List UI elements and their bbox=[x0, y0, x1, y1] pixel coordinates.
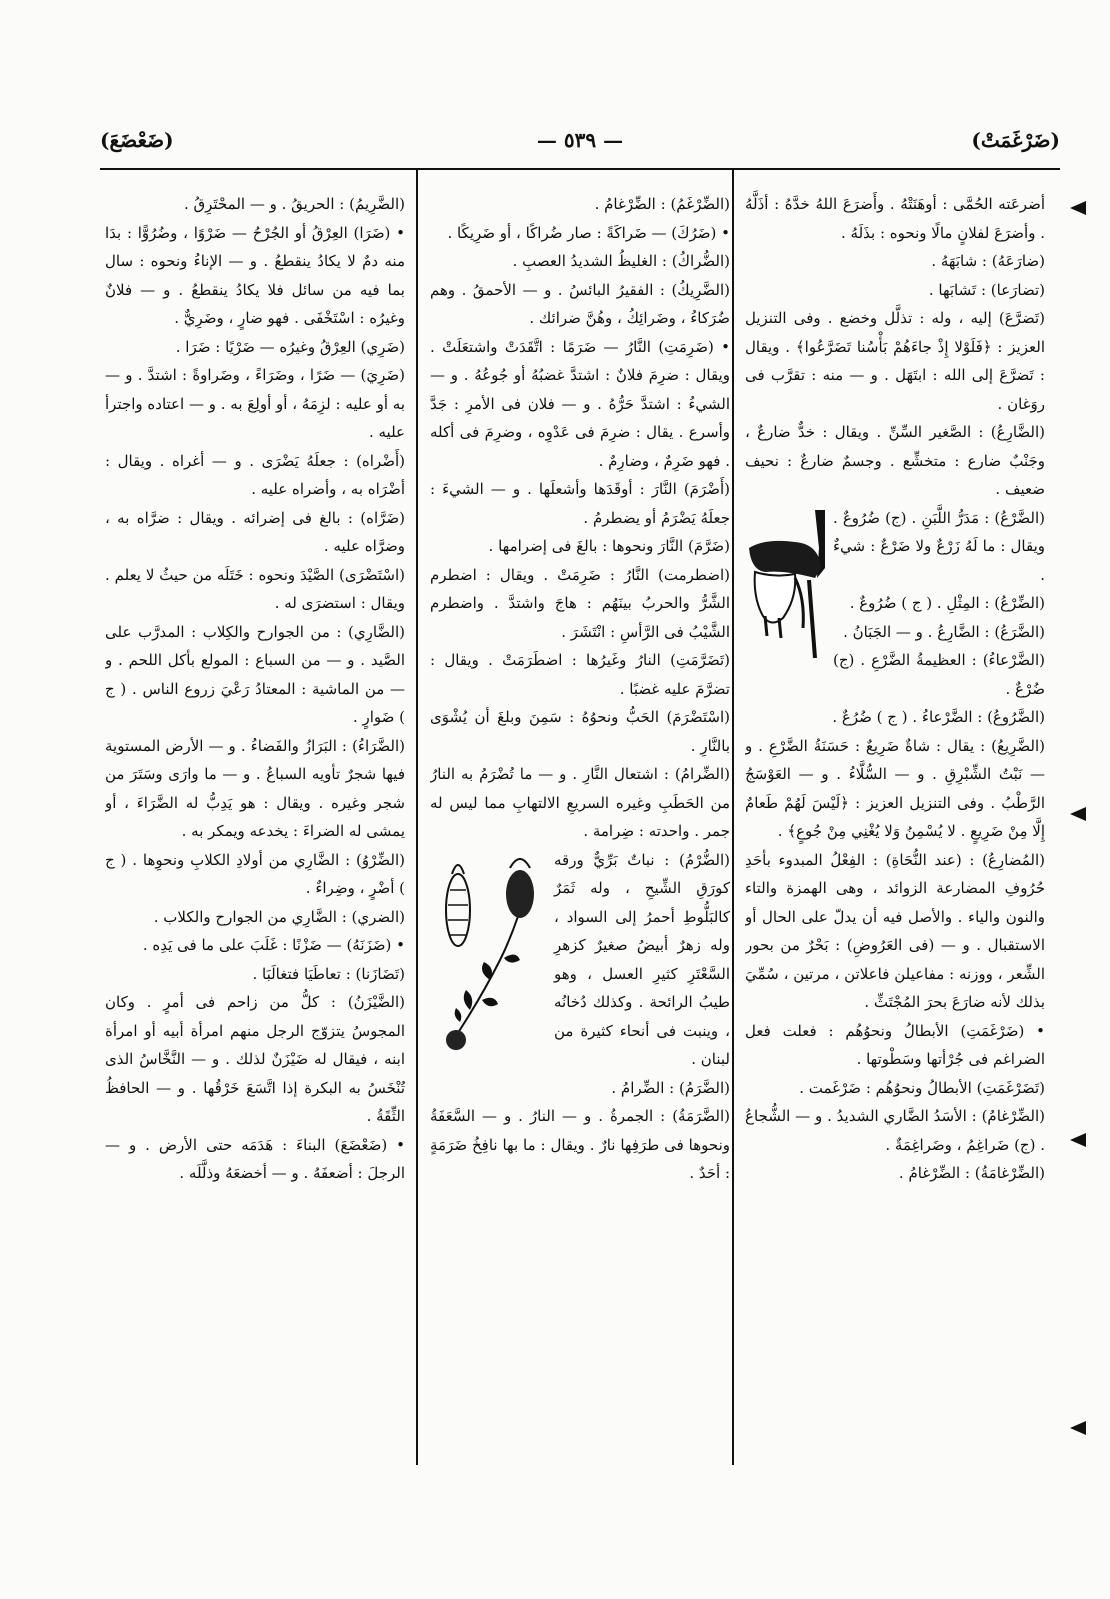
entry: (تَضَرْغَمَتِ) الأبطالُ ونحوُهُم : ضَرْغَمت . bbox=[799, 1078, 1045, 1097]
entry: (ضَرَّمَ) النَّارَ ونحوها : بالغَ فى إضرامها . bbox=[488, 537, 730, 555]
entry: (الضَّرَاءُ) : البَرَازُ والفَضاءُ . و — الأرض المستوية فيها شجرٌ تأويه السباعُ . و — ما وارَى وسَتَرَ من شجر وغيره . ويقال : هو يَدِبُّ له الضَّرَاءَ ، أو يمشى له الضراءَ : يخدعه ويمكر به . bbox=[105, 736, 405, 840]
entry: (ضَرِيَ) — ضَرًا ، وضَرَاءً ، وضَراوةً : اشتدَّ . و — به أو عليه : لزِمَهُ ، أو أولِعَ به . و — اعتاده واجترأ عليه . bbox=[105, 366, 405, 441]
entry: (الضَّرُوعُ) : الضَّرْعاءُ . ( ج ) ضُرُعٌ . bbox=[832, 708, 1045, 726]
dictionary-column-right bbox=[745, 190, 1045, 1460]
entry: (الضِّرْغامُ) : الأسَدُ الضَّاري الشديدُ . و — الشُّجاعُ . (ج) ضَراغِمُ ، وضَراغِمَةٌ . bbox=[745, 1107, 1045, 1154]
entry: (الضَّرْعُ) : مَدَرُّ اللَّبَنِ . (ج) ضُرُوعٌ . ويقال : ما لَهُ زَرْعٌ ولا ضَرْعٌ : شيءٌ . bbox=[833, 508, 1045, 584]
entry: (الضِّرْغامَةُ) : الضِّرْغامُ . bbox=[898, 1164, 1045, 1182]
entry: (الضِّرامُ) : اشتعال النَّارِ . و — ما تُضْرَمُ به النارُ من الحَطَبِ وغيره السريعِ الالتهابِ مما ليس له جمر . واحدته : ضِرامة . bbox=[430, 765, 730, 840]
entry: (اضطرمت) النَّارُ : ضَرِمَتْ . ويقال : اضطرم الشَّرُّ والحربُ بينَهُم : هاجَ واشتدَّ . واضطرم الشَّيْبُ فى الرَّأسِ : انْتَشَرَ . bbox=[430, 565, 730, 641]
page-number: — ٥٣٩ — bbox=[536, 128, 624, 152]
entry: (الضَّارِي) : من الجوارح والكِلاب : المدرَّب على الصَّيد . و — من السباع : المولع بأكل اللحم . و — من الماشية : المعتادُ رَعْيَ زروع الناس . ( ج ) ضَوارٍ . bbox=[105, 622, 405, 726]
header-rule bbox=[100, 168, 1060, 170]
entry: • (ضَرِمَتِ) النَّارُ — ضَرَمًا : اتَّقَدَتْ واشتعَلَتْ . ويقال : ضرِمَ فلانٌ : اشتدَّ غضبُهُ أو جُوعُهُ . و — الشيءُ : اشتدَّ حَرُّهُ . و — فلان فى الأمرِ : جَدَّ وأسرع . يقال : ضرِمَ فى عَدْوِه ، وضرِمَ فى أكله . فهو ضَرِمٌ ، وضارِمٌ . bbox=[430, 337, 730, 470]
entry: • (ضَعْضَعَ) البناءَ : هَدَمَه حتى الأرض . و — الرجلَ : أضعفَهُ . و — أخضعَهُ وذلَّلَه . bbox=[105, 1135, 405, 1182]
entry: (الضِّرْغَمُ) : الضِّرْغامُ . bbox=[594, 195, 730, 213]
entry: (الضَّرِيعُ) : يقال : شاةٌ ضَرِيعٌ : حَسَنَةُ الضَّرْعِ . و — نَبْتُ الشِّبْرِقِ . و — السُّلَّاءُ . و — العَوْسَجُ الرَّطْبُ . وفى التنزيل العزيز : ﴿لَيْسَ لَهُمْ طَعامٌ إِلَّا مِنْ ضَرِيعٍ . لا يُسْمِنُ وَلا يُغْنِي مِنْ جُوعٍ﴾ . bbox=[745, 736, 1045, 840]
entry: (اسْتَضْرَى) الصَّيْدَ ونحوه : خَتَلَه من حيثُ لا يعلم . ويقال : استضرَى له . bbox=[105, 565, 405, 612]
margin-mark-icon bbox=[1070, 1420, 1086, 1434]
entry: (تَضَرَّمَتِ) النارُ وغَيرُها : اضطَرَمَتْ . ويقال : تضرَّمَ عليه غضبًا . bbox=[430, 651, 730, 698]
entry: (الضِّرْعُ) : المِثْلِ . ( ج ) ضُرُوعٌ . bbox=[849, 594, 1045, 612]
entry: (الضَّرْعاءُ) : العظيمةُ الضَّرْعِ . (ج) ضُرْعٌ . bbox=[833, 651, 1045, 698]
entry: (الضَّرَعُ) : الضَّارِعُ . و — الجَبَانُ . bbox=[843, 622, 1045, 641]
entry: (الضِّرْوُ) : الضَّارِي من أولادِ الكلابِ ونحوِها . ( ج ) أضْرٍ ، وضِراءٌ . bbox=[105, 850, 405, 897]
entry: (الضَّرَمُ) : الضِّرامُ . bbox=[611, 1078, 730, 1097]
entry: (تَضرَّعَ) إليه ، وله : تذلَّل وخضع . وفى التنزيل العزيز : ﴿فَلَوْلا إِذْ جاءَهُمْ بَأْسُنا تَضَرَّعُوا﴾ . ويقال : تَضرَّعَ إلى الله : ابتَهَل . و — منه : تقرَّب فى روَغان . bbox=[745, 309, 1045, 413]
entry: (تضارَعا) : تَشابَها . bbox=[928, 280, 1045, 299]
entry: • (ضَرَا) العِرْقُ أو الجُرْحُ — ضَرْوًا ، وضُرُوًّا : بدَا منه دمٌ لا يكادُ ينقطعُ . و — الإناءُ ونحوه : سال بما فيه من سائل فلا يكادُ ينقطعُ . و — فلانٌ وغيرُه : اسْتَخْفَى . فهو ضارٍ ، وضَرِيٌّ . bbox=[105, 223, 405, 327]
margin-mark-icon bbox=[1070, 200, 1086, 214]
entry: (الضَّيْزَنُ) : كلُّ من زاحم فى أمرٍ . وكان المجوسُ يتزوّج الرجل منهم امرأة أبيه أو امرأة ابنه ، فيقال له ضَيْزَنٌ لذلك . و — النَّخَّاسُ الذى تُنْخَسُ به البكرة إذا اتَّسَعَ خَرْقُها . و — الحافظُ الثِّقَةُ . bbox=[105, 993, 405, 1125]
entry: (أَضْرَمَ) النَّارَ : أوقَدَها وأشعلَها . و — الشيءَ : جعلَهُ يَضْرَمُ أو يضطرمُ . bbox=[430, 480, 730, 527]
margin-mark-icon bbox=[1070, 1132, 1086, 1146]
entry: (الضُّراكُ) : الغليظُ الشديدُ العصبِ . bbox=[512, 252, 730, 270]
entry: (الضَّرِيمُ) : الحريقُ . و — المحْتَرِقُ . bbox=[183, 195, 405, 213]
entry: أضرعَته الحُمَّى : أوهَنَتْهُ . وأَضرَعَ اللهُ خدَّهُ : أذَلَّهُ . وأضرَعَ لفلانٍ مالًا ونحوه : بذَلَهُ . bbox=[745, 195, 1045, 242]
entry: (الضَّارِعُ) : الصَّغير السِّنِّ . ويقال : خدٌّ ضارعٌ ، وجَنْبٌ ضارع : متخشِّع . وجسمٌ ضارعٌ : نحيف ضعيف . bbox=[745, 423, 1045, 498]
entry: (الضُّرْمُ) : نباتٌ بَرِّيٌّ ورقه كورَقِ الشِّيحِ ، وله ثَمَرٌ كالبَلُّوطِ أحمرُ إلى السواد ، وله زهرٌ أبيضُ صغيرٌ كزهرِ السَّعْتَرِ كثيرِ العسل ، وهو طيبُ الرائحة . وكذلك دُخانُه ، وينبت فى أنحاء كثيرة من لبنان . bbox=[554, 850, 730, 1068]
column-divider bbox=[732, 170, 734, 1465]
plant-illustration bbox=[430, 850, 548, 1050]
dictionary-column-left bbox=[105, 190, 405, 1460]
entry: (ضارَعَهُ) : شابَهَهُ . bbox=[931, 252, 1045, 270]
entry: (الضَّرَمَةُ) : الجمرةُ . و — النارُ . و — السَّعَفَةُ ونحوها فى طرَفِها نارٌ . ويقال : ما بها نافِخُ ضَرَمَةٍ : أحَدٌ . bbox=[430, 1107, 730, 1182]
entry: (اسْتَضْرَمَ) الحَبُّ ونحوُهُ : سَمِنَ وبلغَ أن يُشْوَى بالنَّارِ . bbox=[430, 708, 730, 755]
entry: • (ضَرْغَمَتِ) الأبطالُ ونحوُهُم : فعلت فعل الضراغم فى جُرْأتها وسَطْوتها . bbox=[745, 1021, 1045, 1068]
entry: (أَضْراه) : جعلَهُ يَضْرَى . و — أغراه . ويقال : أضْرَاه به ، وأضراه عليه . bbox=[105, 451, 405, 498]
right-guide-word: (ضَرْغَمَتْ) bbox=[971, 128, 1060, 152]
entry: (المُضارِعُ) : (عند النُّحَاةِ) : الفِعْلُ المبدوء بأحَدِ حُرُوفِ المضارعة الزوائد ، وهى الهمزة والتاء والنون والياء . والأصل فيه أن يدلّ على الحال أو الاستقبال . و — (فى العَرُوضِ) : بَحْرٌ من بحور الشِّعر ، ووزنه : مفاعيلن فاعلاتن ، مرتين ، سُمِّيَ بذلك لأنه ضارَعَ بحرَ المُجْتَثِّ . bbox=[745, 850, 1045, 1011]
udder-illustration bbox=[745, 508, 827, 658]
entry: (ضَرَّاه) : بالغ فى إضرائه . ويقال : ضرَّاه به ، وضرَّاه عليه . bbox=[105, 508, 405, 555]
entry: (ضَرِي) العِرْقُ وغيرُه — ضَرْيًا : ضَرَا . bbox=[175, 337, 405, 356]
entry: (الضَّرِيكُ) : الفقيرُ البائسُ . و — الأحمقُ . وهم ضُرَكاءُ ، وضَرائِكُ ، وهُنَّ ضرائك . bbox=[430, 280, 730, 327]
column-divider bbox=[416, 170, 418, 1465]
entry: • (ضَرُكَ) — ضَراكَةً : صار ضُراكًا ، أو ضَرِيكًا . bbox=[447, 223, 730, 242]
entry: (الضري) : الضَّارِي من الجوارح والكلاب . bbox=[153, 907, 405, 926]
page-header bbox=[100, 128, 1060, 158]
left-guide-word: (ضَعْضَعَ) bbox=[100, 128, 174, 152]
entry: • (ضَزَنَهُ) — ضَزْنًا : غَلَبَ على ما فى يَدِه . bbox=[142, 936, 405, 954]
margin-mark-icon bbox=[1070, 806, 1086, 820]
dictionary-column-middle bbox=[430, 190, 730, 1460]
entry: (تَضَازَنا) : تعاطَيَا فتغالَبَا . bbox=[252, 964, 405, 983]
